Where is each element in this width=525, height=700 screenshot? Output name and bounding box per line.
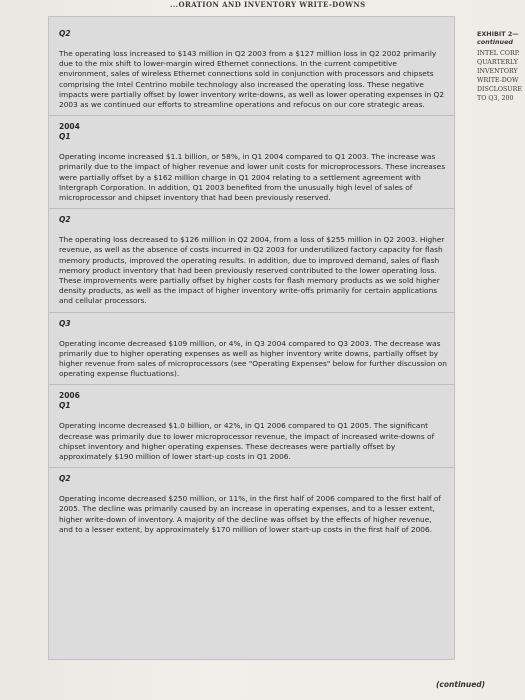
section-paragraph: The operating loss increased to $143 million in Q2 2003 from a $127 million loss in Q2 2002 primarily due to the mix shift to lower-margin wired Ethernet connections. In the current competitive environment, sales of wireless Ethernet connections sold in conjunction with processors and chipsets comprising the Intel Centrino mobile technology also increased the operating loss. These negative impacts were partially offset by lower inventory write-downs, as well as lower operating expenses in Q2 2003 as we continued our efforts to streamline operations and refocus on our core strategic areas.: [59, 49, 445, 110]
sidebar-line: QUARTERLY: [477, 59, 518, 66]
sidebar-subtitle: continued: [477, 38, 513, 46]
exhibit-sidebar: [477, 30, 525, 103]
sidebar-line: INTEL CORP.: [477, 50, 520, 57]
section-heading: Q3: [59, 318, 71, 328]
section-paragraph: The operating loss decreased to $126 million in Q2 2004, from a loss of $255 million in Q2 2003. Higher revenue, as well as the absence of costs incurred in Q2 2003 for underutilized factory capacity for flash memory products, improved the operating results. In addition, due to improved demand, sales of flash memory product inventory that had been previously reserved contributed to the lower operating loss. These improvements were partially offset by higher costs for flash memory products as we sold higher density products, as well as the impact of higher inventory write-offs primarily for certain applications and cellular processors.: [59, 235, 445, 306]
divider: [49, 384, 455, 385]
section-paragraph: Operating income decreased $250 million, or 11%, in the first half of 2006 compared to the first half of 2005. The decline was primarily caused by an increase in operating expenses, and to a lesser extent, higher write-down of inventory. A majority of the decline was offset by the effects of higher revenue, and to a lesser extent, by approximately $170 million of lower start-up costs in the first half of 2006.: [59, 494, 441, 534]
sidebar-line: INVENTORY: [477, 68, 518, 75]
sidebar-title: EXHIBIT 2—: [477, 30, 519, 38]
section-heading: Q2: [59, 215, 71, 225]
sidebar-line: WRITE-DOW: [477, 77, 519, 84]
section-paragraph: Operating income increased $1.1 billion, or 58%, in Q1 2004 compared to Q1 2003. The increase was primarily due to the impact of higher revenue and lower unit costs for microprocessors. These increases were partially offset by a $162 million charge in Q1 2004 relating to a settlement agreement with Intergraph Corporation. In addition, Q1 2003 benefited from the unusually high level of sales of microprocessor and chipset inventory that had been previously reserved.: [59, 152, 446, 203]
year-heading: 2006: [59, 391, 80, 401]
year-heading: 2004: [59, 122, 80, 132]
sidebar-line: DISCLOSURE: [477, 86, 522, 93]
running-head: ...ORATION AND INVENTORY WRITE-DOWNS: [170, 0, 366, 9]
exhibit-content: [59, 29, 447, 535]
divider: [49, 208, 455, 209]
divider: [49, 312, 455, 313]
section-heading: Q1: [59, 401, 71, 411]
continued-note: (continued): [436, 680, 486, 689]
section-heading: Q2: [59, 474, 71, 484]
divider: [49, 467, 455, 468]
section-paragraph: Operating income decreased $109 million, or 4%, in Q3 2004 compared to Q3 2003. The decrease was primarily due to higher operating expenses as well as higher inventory write downs, partially offset by higher revenue from sales of microprocessors (see "Operating Expenses" below for further discussion on operating expense fluctuations).: [59, 338, 447, 379]
section-paragraph: Operating income decreased $1.0 billion, or 42%, in Q1 2006 compared to Q1 2005. The significant decrease was primarily due to lower microprocessor revenue, the impact of increased write-downs of chipset inventory and higher operating expenses. These decreases were partially offset by approximately $190 million of lower start-up costs in Q1 2006.: [59, 421, 435, 462]
exhibit-box: [48, 16, 455, 660]
section-heading: Q1: [59, 132, 71, 142]
sidebar-line: TO Q3, 200: [477, 95, 514, 102]
section-heading: Q2: [59, 29, 71, 38]
divider: [49, 115, 455, 116]
